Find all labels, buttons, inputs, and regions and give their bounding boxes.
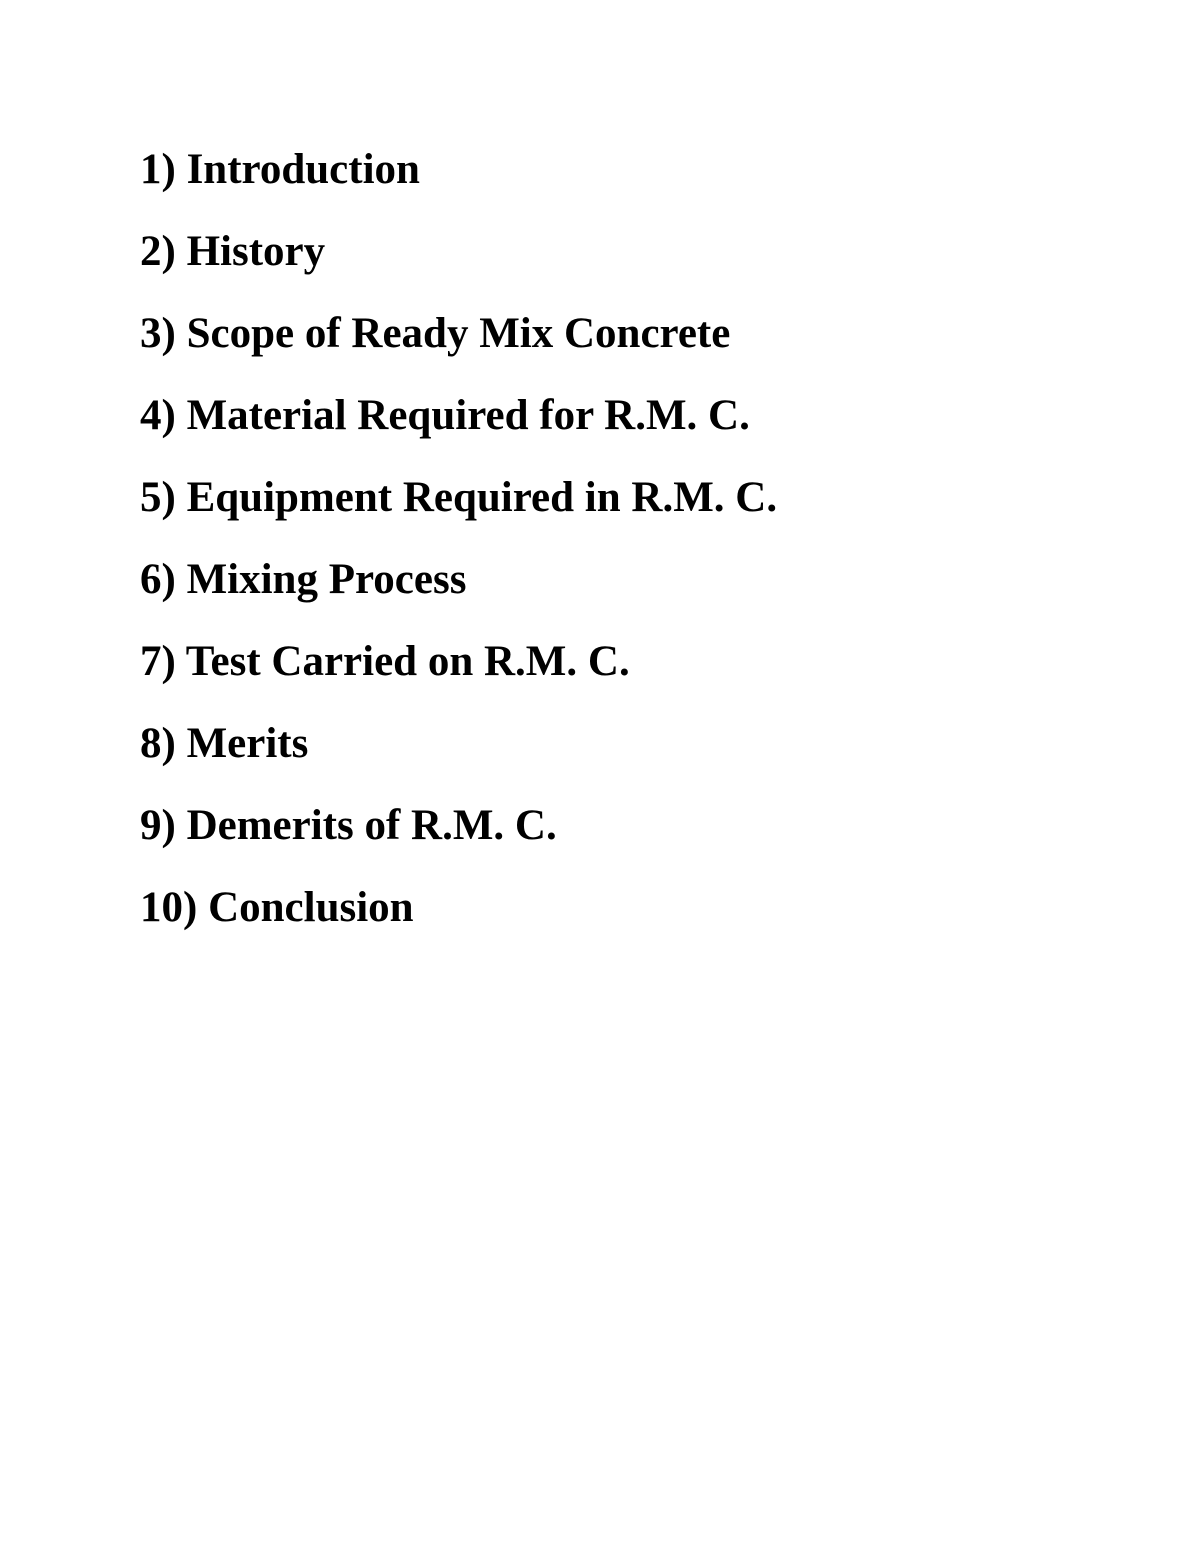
list-item-merits: 8) Merits: [140, 720, 309, 767]
list-item-material-required: 4) Material Required for R.M. C.: [140, 392, 750, 439]
contents-list: [140, 140, 777, 960]
list-item-scope: 3) Scope of Ready Mix Concrete: [140, 310, 731, 357]
list-item-introduction: 1) Introduction: [140, 146, 420, 193]
list-item-history: 2) History: [140, 228, 326, 275]
list-item-mixing-process: 6) Mixing Process: [140, 556, 467, 603]
list-item-demerits: 9) Demerits of R.M. C.: [140, 802, 557, 849]
list-item-equipment-required: 5) Equipment Required in R.M. C.: [140, 474, 778, 521]
list-item-conclusion: 10) Conclusion: [140, 884, 414, 931]
list-item-test-carried: 7) Test Carried on R.M. C.: [140, 638, 630, 685]
